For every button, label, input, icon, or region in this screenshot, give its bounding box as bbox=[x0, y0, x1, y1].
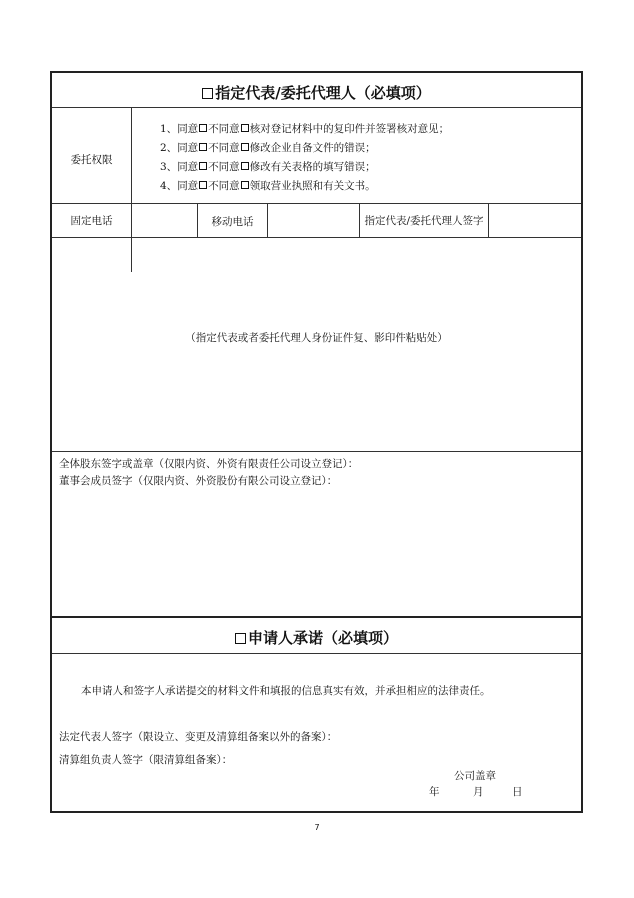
agree-checkbox[interactable] bbox=[199, 162, 207, 170]
disagree-checkbox[interactable] bbox=[241, 162, 249, 170]
checkbox[interactable] bbox=[235, 633, 246, 644]
commitment-section-title: 申请人承诺（必填项） bbox=[52, 627, 581, 648]
shareholders-sign-area[interactable] bbox=[54, 491, 579, 613]
commitment-statement: 本申请人和签字人承诺提交的材料文件和填报的信息真实有效，并承担相应的法律责任。 bbox=[81, 685, 491, 697]
shareholders-sign-label: 全体股东签字或盖章（仅限内资、外资有限责任公司设立登记）： bbox=[59, 458, 359, 470]
page-number: 7 bbox=[314, 823, 320, 832]
id-paste-note: （指定代表或者委托代理人身份证件复、影印件粘贴处） bbox=[185, 332, 448, 344]
agree-checkbox[interactable] bbox=[199, 124, 207, 132]
agree-checkbox[interactable] bbox=[199, 181, 207, 189]
landline-label: 固定电话 bbox=[70, 215, 113, 227]
disagree-checkbox[interactable] bbox=[241, 124, 249, 132]
company-seal-label: 公司盖章 bbox=[454, 770, 496, 782]
designated-rep-section-title: 指定代表/委托代理人（必填项） bbox=[52, 82, 581, 103]
agree-checkbox[interactable] bbox=[199, 143, 207, 151]
rep-signature-label: 指定代表/委托代理人签字 bbox=[364, 215, 484, 227]
disagree-checkbox[interactable] bbox=[241, 143, 249, 151]
disagree-checkbox[interactable] bbox=[241, 181, 249, 189]
landline-input[interactable] bbox=[132, 204, 196, 236]
date-month: 月 bbox=[473, 786, 484, 798]
checkbox[interactable] bbox=[202, 88, 213, 99]
rep-signature-field[interactable] bbox=[489, 204, 581, 236]
liquidation-sign-label: 清算组负责人签字（限清算组备案）： bbox=[59, 754, 233, 766]
authority-item-2: 2、同意 不同意 修改企业自备文件的错误； bbox=[160, 142, 376, 154]
authority-item-4: 4、同意 不同意 领取营业执照和有关文书。 bbox=[160, 180, 376, 192]
mobile-label: 移动电话 bbox=[211, 216, 254, 228]
registration-form bbox=[50, 71, 583, 813]
authority-item-3: 3、同意 不同意 修改有关表格的填写错误； bbox=[160, 161, 376, 173]
board-sign-label: 董事会成员签字（仅限内资、外资股份有限公司设立登记）： bbox=[59, 475, 338, 487]
mobile-input[interactable] bbox=[268, 204, 358, 236]
authority-label: 委托权限 bbox=[70, 154, 113, 166]
date-year: 年 bbox=[429, 786, 440, 798]
legal-rep-sign-label: 法定代表人签字（限设立、变更及清算组备案以外的备案）： bbox=[59, 731, 338, 743]
date-day: 日 bbox=[512, 786, 523, 798]
authority-item-1: 1、同意 不同意 核对登记材料中的复印件并签署核对意见； bbox=[160, 123, 450, 135]
